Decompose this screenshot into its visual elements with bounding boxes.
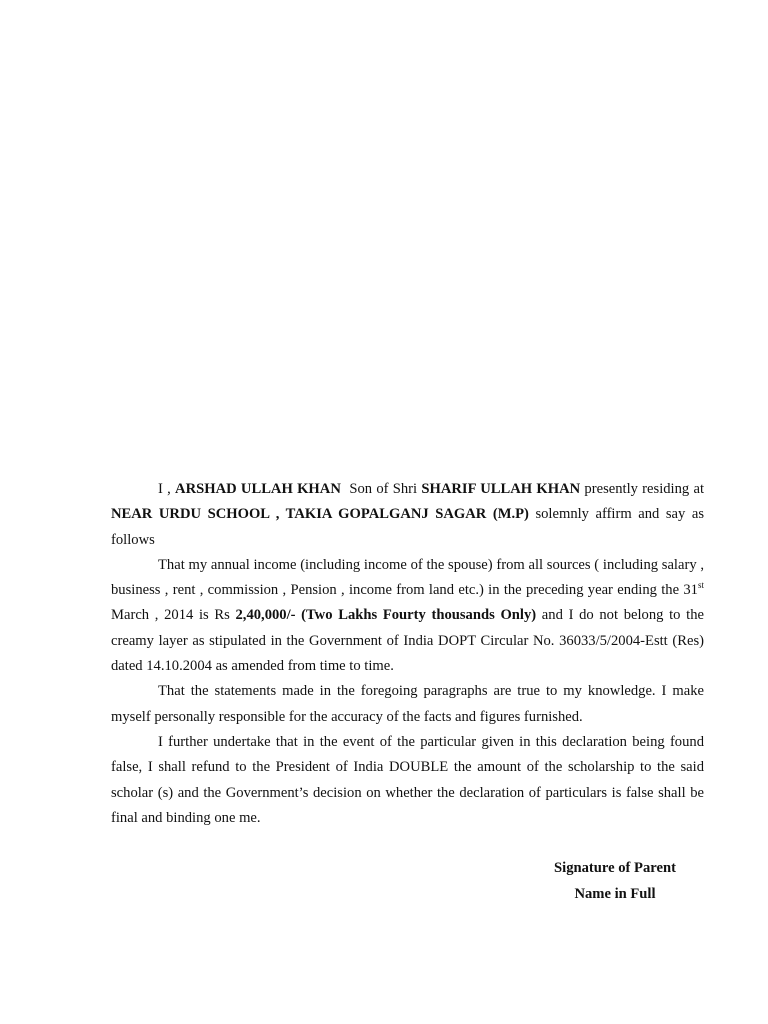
income-text-a: That my annual income (including income of the spouse) from all sources ( including salary , business , rent , commission , Pension , income from land etc.) in the preceding year ending the 31 xyxy=(111,556,704,599)
paragraph-identity xyxy=(111,477,704,553)
paragraph-income xyxy=(111,553,704,679)
signature-label: Signature of Parent xyxy=(554,860,676,876)
income-text-b: March , 2014 is Rs xyxy=(111,607,236,624)
father-name: SHARIF ULLAH KHAN xyxy=(421,481,581,497)
income-amount: 2,40,000/- (Two Lakhs Fourty thousands Only) xyxy=(235,607,537,624)
paragraph-statements: That the statements made in the foregoing paragraphs are true to my knowledge. I make myself personally responsible for the accuracy of the facts and figures furnished. xyxy=(111,683,704,725)
affirm-text: solemnly affirm and say as follows xyxy=(111,506,704,548)
son-of-text: Son of Shri xyxy=(340,481,422,497)
address-text: NEAR URDU SCHOOL , TAKIA GOPALGANJ SAGAR (M.P) xyxy=(111,506,529,523)
income-text-c: and I do not belong to the creamy layer as stipulated in the Government of India DOPT Circular No. 36033/5/2004-Estt (Res) dated 14.10.2004 as amended from time to time. xyxy=(111,607,704,675)
paragraph-undertaking: I further undertake that in the event of the particular given in this declaration being found false, I shall refund to the President of India DOUBLE the amount of the scholarship to the said scholar (s) and the Government’s decision on whether the declaration of particulars is false shall be final and binding one me. xyxy=(111,733,704,826)
declarant-name: ARSHAD ULLAH KHAN xyxy=(175,481,341,497)
signature-block xyxy=(540,856,690,907)
intro-text: I , xyxy=(158,481,176,497)
residing-text: presently residing at xyxy=(580,481,704,497)
name-in-full-label: Name in Full xyxy=(574,885,656,902)
ordinal-suffix: st xyxy=(697,580,704,591)
declaration-body xyxy=(111,477,704,831)
